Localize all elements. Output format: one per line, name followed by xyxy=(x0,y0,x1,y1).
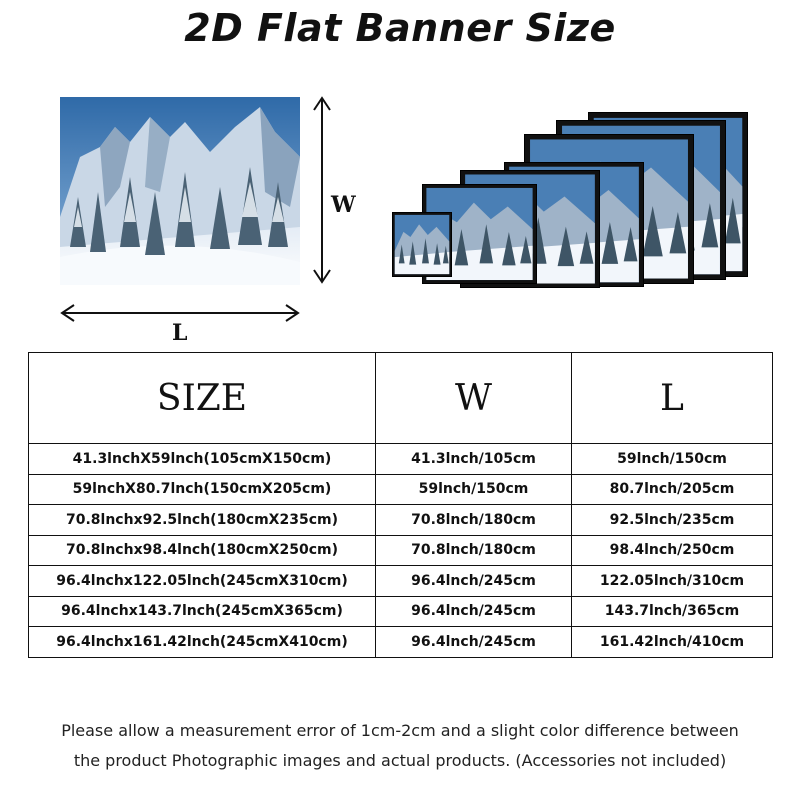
header-w: W xyxy=(376,353,572,444)
cell-size: 70.8lnchx92.5lnch(180cmX235cm) xyxy=(29,505,376,536)
cell-w: 70.8lnch/180cm xyxy=(376,535,572,566)
cell-l: 80.7lnch/205cm xyxy=(572,474,773,505)
cell-size: 96.4lnchx122.05lnch(245cmX310cm) xyxy=(29,566,376,597)
cell-l: 59lnch/150cm xyxy=(572,444,773,475)
header-l: L xyxy=(572,353,773,444)
disclaimer-line-2: the product Photographic images and actual products. (Accessories not included) xyxy=(73,751,727,770)
table-row xyxy=(29,596,773,627)
cell-w: 96.4lnch/245cm xyxy=(376,566,572,597)
disclaimer-note xyxy=(0,716,800,776)
size-table xyxy=(28,352,773,658)
disclaimer-line-1: Please allow a measurement error of 1cm-2cm and a slight color difference between xyxy=(61,721,739,740)
cell-w: 96.4lnch/245cm xyxy=(376,596,572,627)
banner-photo xyxy=(60,97,300,285)
table-row xyxy=(29,627,773,658)
table-header-row xyxy=(29,353,773,444)
cell-w: 70.8lnch/180cm xyxy=(376,505,572,536)
cell-l: 98.4lnch/250cm xyxy=(572,535,773,566)
banner-thumb xyxy=(392,212,452,277)
table-row xyxy=(29,566,773,597)
cell-size: 41.3lnchX59lnch(105cmX150cm) xyxy=(29,444,376,475)
cell-w: 41.3lnch/105cm xyxy=(376,444,572,475)
table-row xyxy=(29,505,773,536)
table-row xyxy=(29,535,773,566)
cell-l: 122.05lnch/310cm xyxy=(572,566,773,597)
cell-w: 96.4lnch/245cm xyxy=(376,627,572,658)
cell-size: 96.4lnchx143.7lnch(245cmX365cm) xyxy=(29,596,376,627)
cell-l: 161.42lnch/410cm xyxy=(572,627,773,658)
size-comparison-illustration xyxy=(390,112,750,292)
width-label: W xyxy=(331,192,356,218)
cell-l: 92.5lnch/235cm xyxy=(572,505,773,536)
cell-size: 96.4lnchx161.42lnch(245cmX410cm) xyxy=(29,627,376,658)
table-row xyxy=(29,444,773,475)
cell-size: 59lnchX80.7lnch(150cmX205cm) xyxy=(29,474,376,505)
cell-size: 70.8lnchx98.4lnch(180cmX250cm) xyxy=(29,535,376,566)
cell-l: 143.7lnch/365cm xyxy=(572,596,773,627)
length-label: L xyxy=(172,320,188,346)
header-size: SIZE xyxy=(29,353,376,444)
table-row xyxy=(29,474,773,505)
cell-w: 59lnch/150cm xyxy=(376,474,572,505)
page-title: 2D Flat Banner Size xyxy=(184,6,616,50)
